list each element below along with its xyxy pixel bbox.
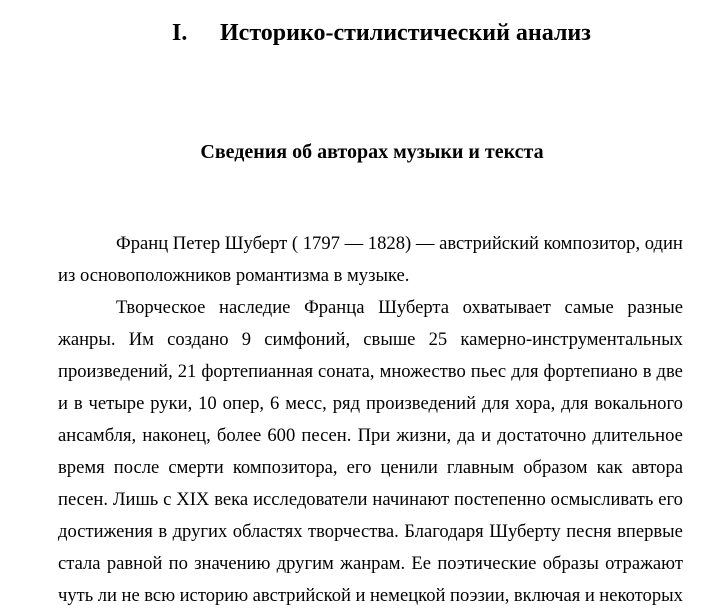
paragraph-1: [58, 228, 683, 292]
text-line: [58, 580, 683, 612]
line-words: и в четыре руки, 10 опер, 6 месс, ряд произведений для хора, для вокального: [58, 393, 683, 414]
line-words: время после смерти композитора, его ценили главным образом как автора: [58, 457, 683, 478]
line-words: Франц Петер Шуберт ( 1797 — 1828) — австрийский композитор, один: [116, 233, 683, 254]
chapter-number: I.: [172, 20, 188, 46]
text-line: [58, 388, 683, 420]
line-words: произведений, 21 фортепианная соната, множество пьес для фортепиано в две: [58, 361, 683, 382]
line-words: достижения в других областях творчества. Благодаря Шуберту песня впервые: [58, 521, 683, 542]
text-line: [58, 548, 683, 580]
section-heading: Сведения об авторах музыки и текста: [200, 141, 544, 163]
body-text: [58, 228, 683, 612]
line-words: песен. Лишь с XIX века исследователи начинают постепенно осмысливать его: [58, 489, 683, 510]
text-line: [58, 484, 683, 516]
line-words: Творческое наследие Франца Шуберта охватывает самые разные: [116, 297, 683, 318]
line-words: ансамбля, наконец, более 600 песен. При жизни, да и достаточно длительное: [58, 425, 683, 446]
text-line: [58, 452, 683, 484]
text-line: из основоположников романтизма в музыке.: [58, 265, 410, 286]
text-line: [58, 292, 683, 324]
text-line: [58, 228, 683, 260]
text-line: [58, 420, 683, 452]
line-words: стала равной по значению другим жанрам. Ее поэтические образы отражают: [58, 553, 683, 574]
line-words: чуть ли не всю историю австрийской и немецкой поэзии, включая и некоторых: [58, 585, 683, 606]
text-line: [58, 356, 683, 388]
text-line: [58, 324, 683, 356]
paragraph-2: [58, 292, 683, 612]
text-line: [58, 516, 683, 548]
chapter-title: Историко-стилистический анализ: [220, 20, 591, 46]
line-words: жанры. Им создано 9 симфоний, свыше 25 камерно-инструментальных: [58, 329, 683, 350]
